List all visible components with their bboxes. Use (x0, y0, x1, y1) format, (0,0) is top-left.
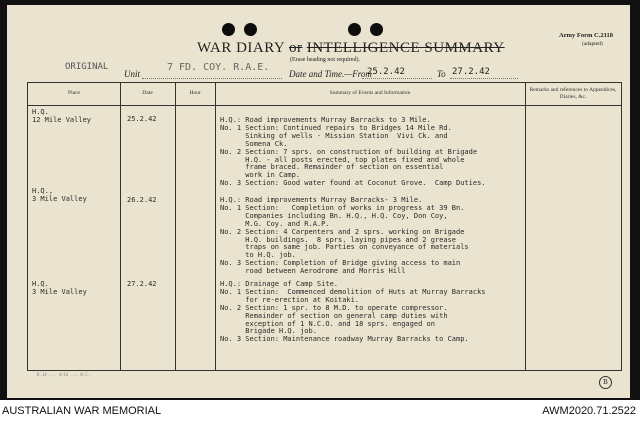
original-stamp: ORIGINAL (65, 62, 109, 72)
entry-date: 25.2.42 (127, 115, 157, 123)
army-form-adapted: (adapted) (582, 41, 603, 47)
entry-date: 27.2.42 (127, 280, 157, 288)
from-dotted-line (362, 78, 432, 79)
header-divider (28, 105, 621, 106)
entry-date: 26.2.42 (127, 196, 157, 204)
credit-accession-number: AWM2020.71.2522 (542, 405, 636, 417)
entry-summary: H.Q.: Drainage of Camp Site. No. 1 Section: Commenced demolition of Huts at Murray Barracks for re-erection at Koitaki. No. 2 Section: 1 spr. to 8 M.D. to operate compressor. Remainder of section on general camp duties with exception of 1 N.C.O. and 18 sprs. engaged on Brigade H.Q. job. No. 3 Section: Maintenance roadway Murray Barracks to Camp. (220, 280, 486, 344)
unit-dotted-line (142, 78, 282, 79)
title-intelligence-summary: INTELLIGENCE SUMMARY (306, 40, 505, 56)
entry-place: H.Q. 12 Mile Valley (32, 108, 92, 124)
column-header-remarks: Remarks and references to Appendices, Diaries, &c. (529, 86, 617, 100)
to-dotted-line (450, 78, 518, 79)
column-divider (215, 83, 216, 370)
punch-hole (244, 23, 257, 36)
unit-label: Unit (124, 69, 141, 79)
entry-summary: H.Q.: Road improvements Murray Barracks- 3 Mile. No. 1 Section: Completion of works in progress at 39 Bn. Companies including Bn. H.Q., H.Q. Coy, Don Coy, M.G. Coy. and R.A.P. No. 2 Section: 4 Carpenters and 2 sprs. working on Brigade H.Q. buildings. 8 sprs. laying pipes and 2 grease traps on same job. Parties on conveyance of materials to H.Q. job. No. 3 Section: Completion of Bridge giving access to main road between Aerodrome and Morris Hill (220, 196, 469, 276)
date-to-value: 27.2.42 (452, 67, 490, 77)
column-header-place: Place (68, 90, 80, 97)
entry-place: H.Q., 3 Mile Valley (32, 187, 87, 203)
punch-hole (348, 23, 361, 36)
printer-note: B.14 ... 4/16 ... W.C. (37, 372, 90, 377)
archive-stamp: B (599, 376, 612, 389)
column-divider (120, 83, 121, 370)
heading-note: (Erase heading not required). (290, 57, 360, 63)
to-label: To (437, 69, 446, 79)
punch-hole (222, 23, 235, 36)
date-time-label: Date and Time.—From (289, 69, 372, 79)
entry-place: H.Q. 3 Mile Valley (32, 280, 87, 296)
diary-table (27, 82, 622, 371)
title-war-diary: WAR DIARY (197, 40, 285, 56)
column-header-summary: Summary of Events and Information (329, 90, 411, 97)
diary-page (7, 5, 630, 398)
credit-institution: AUSTRALIAN WAR MEMORIAL (2, 405, 162, 417)
column-header-date: Date (142, 90, 153, 97)
date-from-value: 25.2.42 (367, 67, 405, 77)
column-divider (525, 83, 526, 370)
column-header-hour: Hour (189, 90, 201, 97)
unit-value: 7 FD. COY. R.A.E. (167, 62, 270, 73)
column-divider (175, 83, 176, 370)
title-or: or (288, 40, 303, 56)
punch-hole (370, 23, 383, 36)
page-title (197, 40, 505, 57)
army-form-number: Army Form C.2118 (559, 32, 613, 39)
entry-summary: H.Q.: Road improvements Murray Barracks to 3 Mile. No. 1 Section: Continued repairs to Bridges 14 Mile Rd. Sinking of wells - Mission Station Vivi Ck. and Somena Ck. No. 2 Section: 7 sprs. on construction of building at Brigade H.Q. - all posts erected, top plates fixed and whole frame braced. Remainder of section on essential work in Camp. No. 3 Section: Good water found at Coconut Grove. Camp Duties. (220, 116, 486, 188)
